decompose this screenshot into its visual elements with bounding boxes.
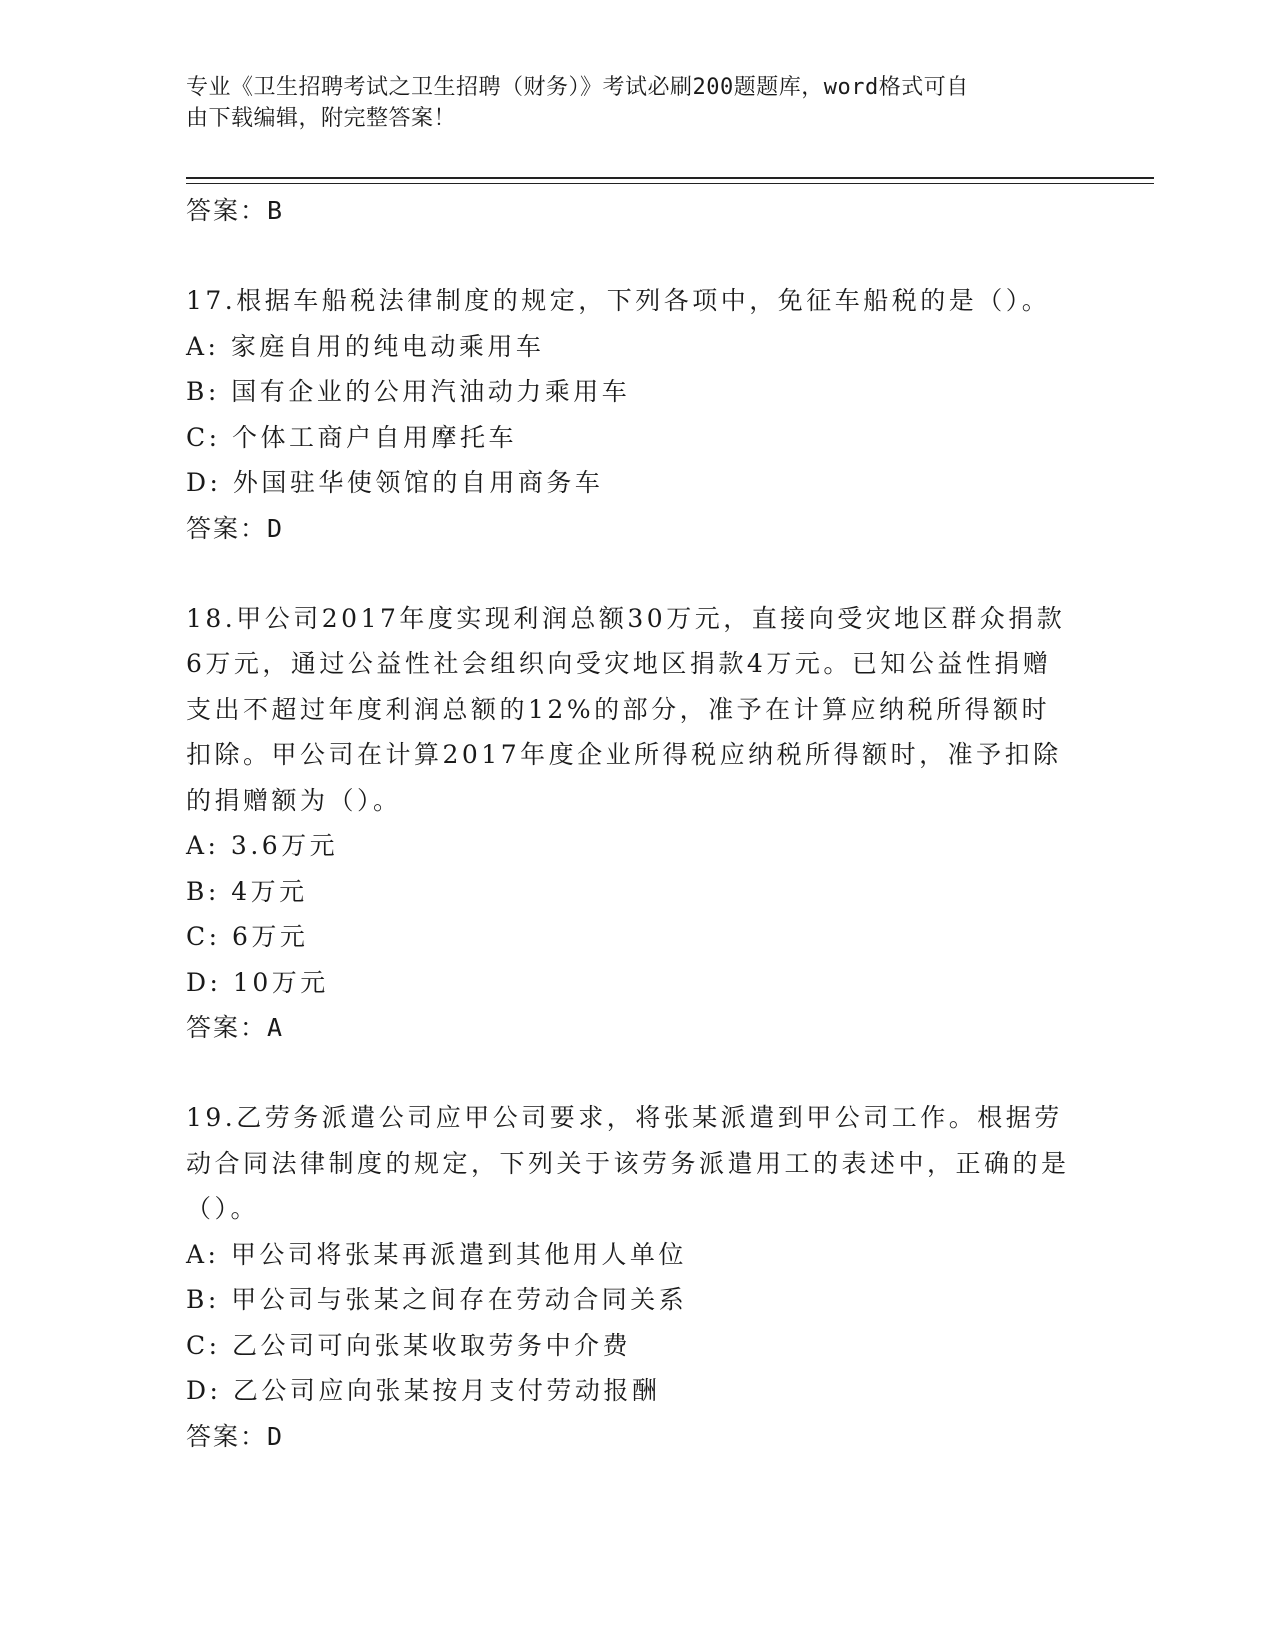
question-block [186,278,1076,552]
answer-value: B [267,196,285,225]
option-b: B: 4万元 [186,876,308,906]
answer-label: 答案： [186,513,268,543]
answer-value: D [267,513,285,543]
header-line-2: 由下载编辑，附完整答案！ [186,106,457,131]
option-a: A: 甲公司将张某再派遣到其他用人单位 [186,1239,687,1269]
answer-line [186,1005,1076,1051]
option-c: C: 6万元 [186,922,309,951]
header-rule-thin [186,183,1154,184]
answer-line [186,506,1076,552]
option-d: D: 10万元 [186,967,329,997]
option-a: A: 3.6万元 [186,831,339,860]
option-d: D: 乙公司应向张某按月支付劳动报酬 [186,1376,661,1405]
option-a: A: 家庭自用的纯电动乘用车 [186,331,545,361]
document-body [186,188,1076,1460]
spacer [186,552,1076,596]
option-c: C: 个体工商户自用摩托车 [186,422,517,452]
question-block [186,596,1076,1052]
answer-label: 答案： [186,1421,268,1451]
option-c: C: 乙公司可向张某收取劳务中介费 [186,1330,631,1360]
header-line-1: 专业《卫生招聘考试之卫生招聘（财务）》考试必刷200题题库，word格式可自 [186,75,969,100]
answer-line [186,1414,1076,1460]
answer-line [186,188,1076,234]
header-rule-thick [186,177,1154,179]
answer-value: D [267,1421,285,1451]
option-b: B: 甲公司与张某之间存在劳动合同关系 [186,1285,688,1314]
spacer [186,234,1076,278]
option-d: D: 外国驻华使领馆的自用商务车 [186,468,604,497]
option-b: B: 国有企业的公用汽油动力乘用车 [186,377,631,406]
spacer [186,1051,1076,1095]
question-block [186,1095,1076,1460]
question-stem: 18.甲公司2017年度实现利润总额30万元，直接向受灾地区群众捐款6万元，通过公益性社会组织向受灾地区捐款4万元。已知公益性捐赠支出不超过年度利润总额的12%的部分，准予在计算应纳税所得额时扣除。甲公司在计算2017年度企业所得税应纳税所得额时，准予扣除的捐赠额为（）。 [186,603,1066,815]
answer-label: 答案： [186,196,268,225]
question-stem: 19.乙劳务派遣公司应甲公司要求，将张某派遣到甲公司工作。根据劳动合同法律制度的规定，下列关于该劳务派遣用工的表述中，正确的是（）。 [186,1103,1070,1223]
answer-label: 答案： [186,1013,268,1042]
question-stem: 17.根据车船税法律制度的规定，下列各项中，免征车船税的是（）。 [186,286,1051,315]
answer-value: A [267,1013,285,1042]
document-header [186,72,1066,134]
